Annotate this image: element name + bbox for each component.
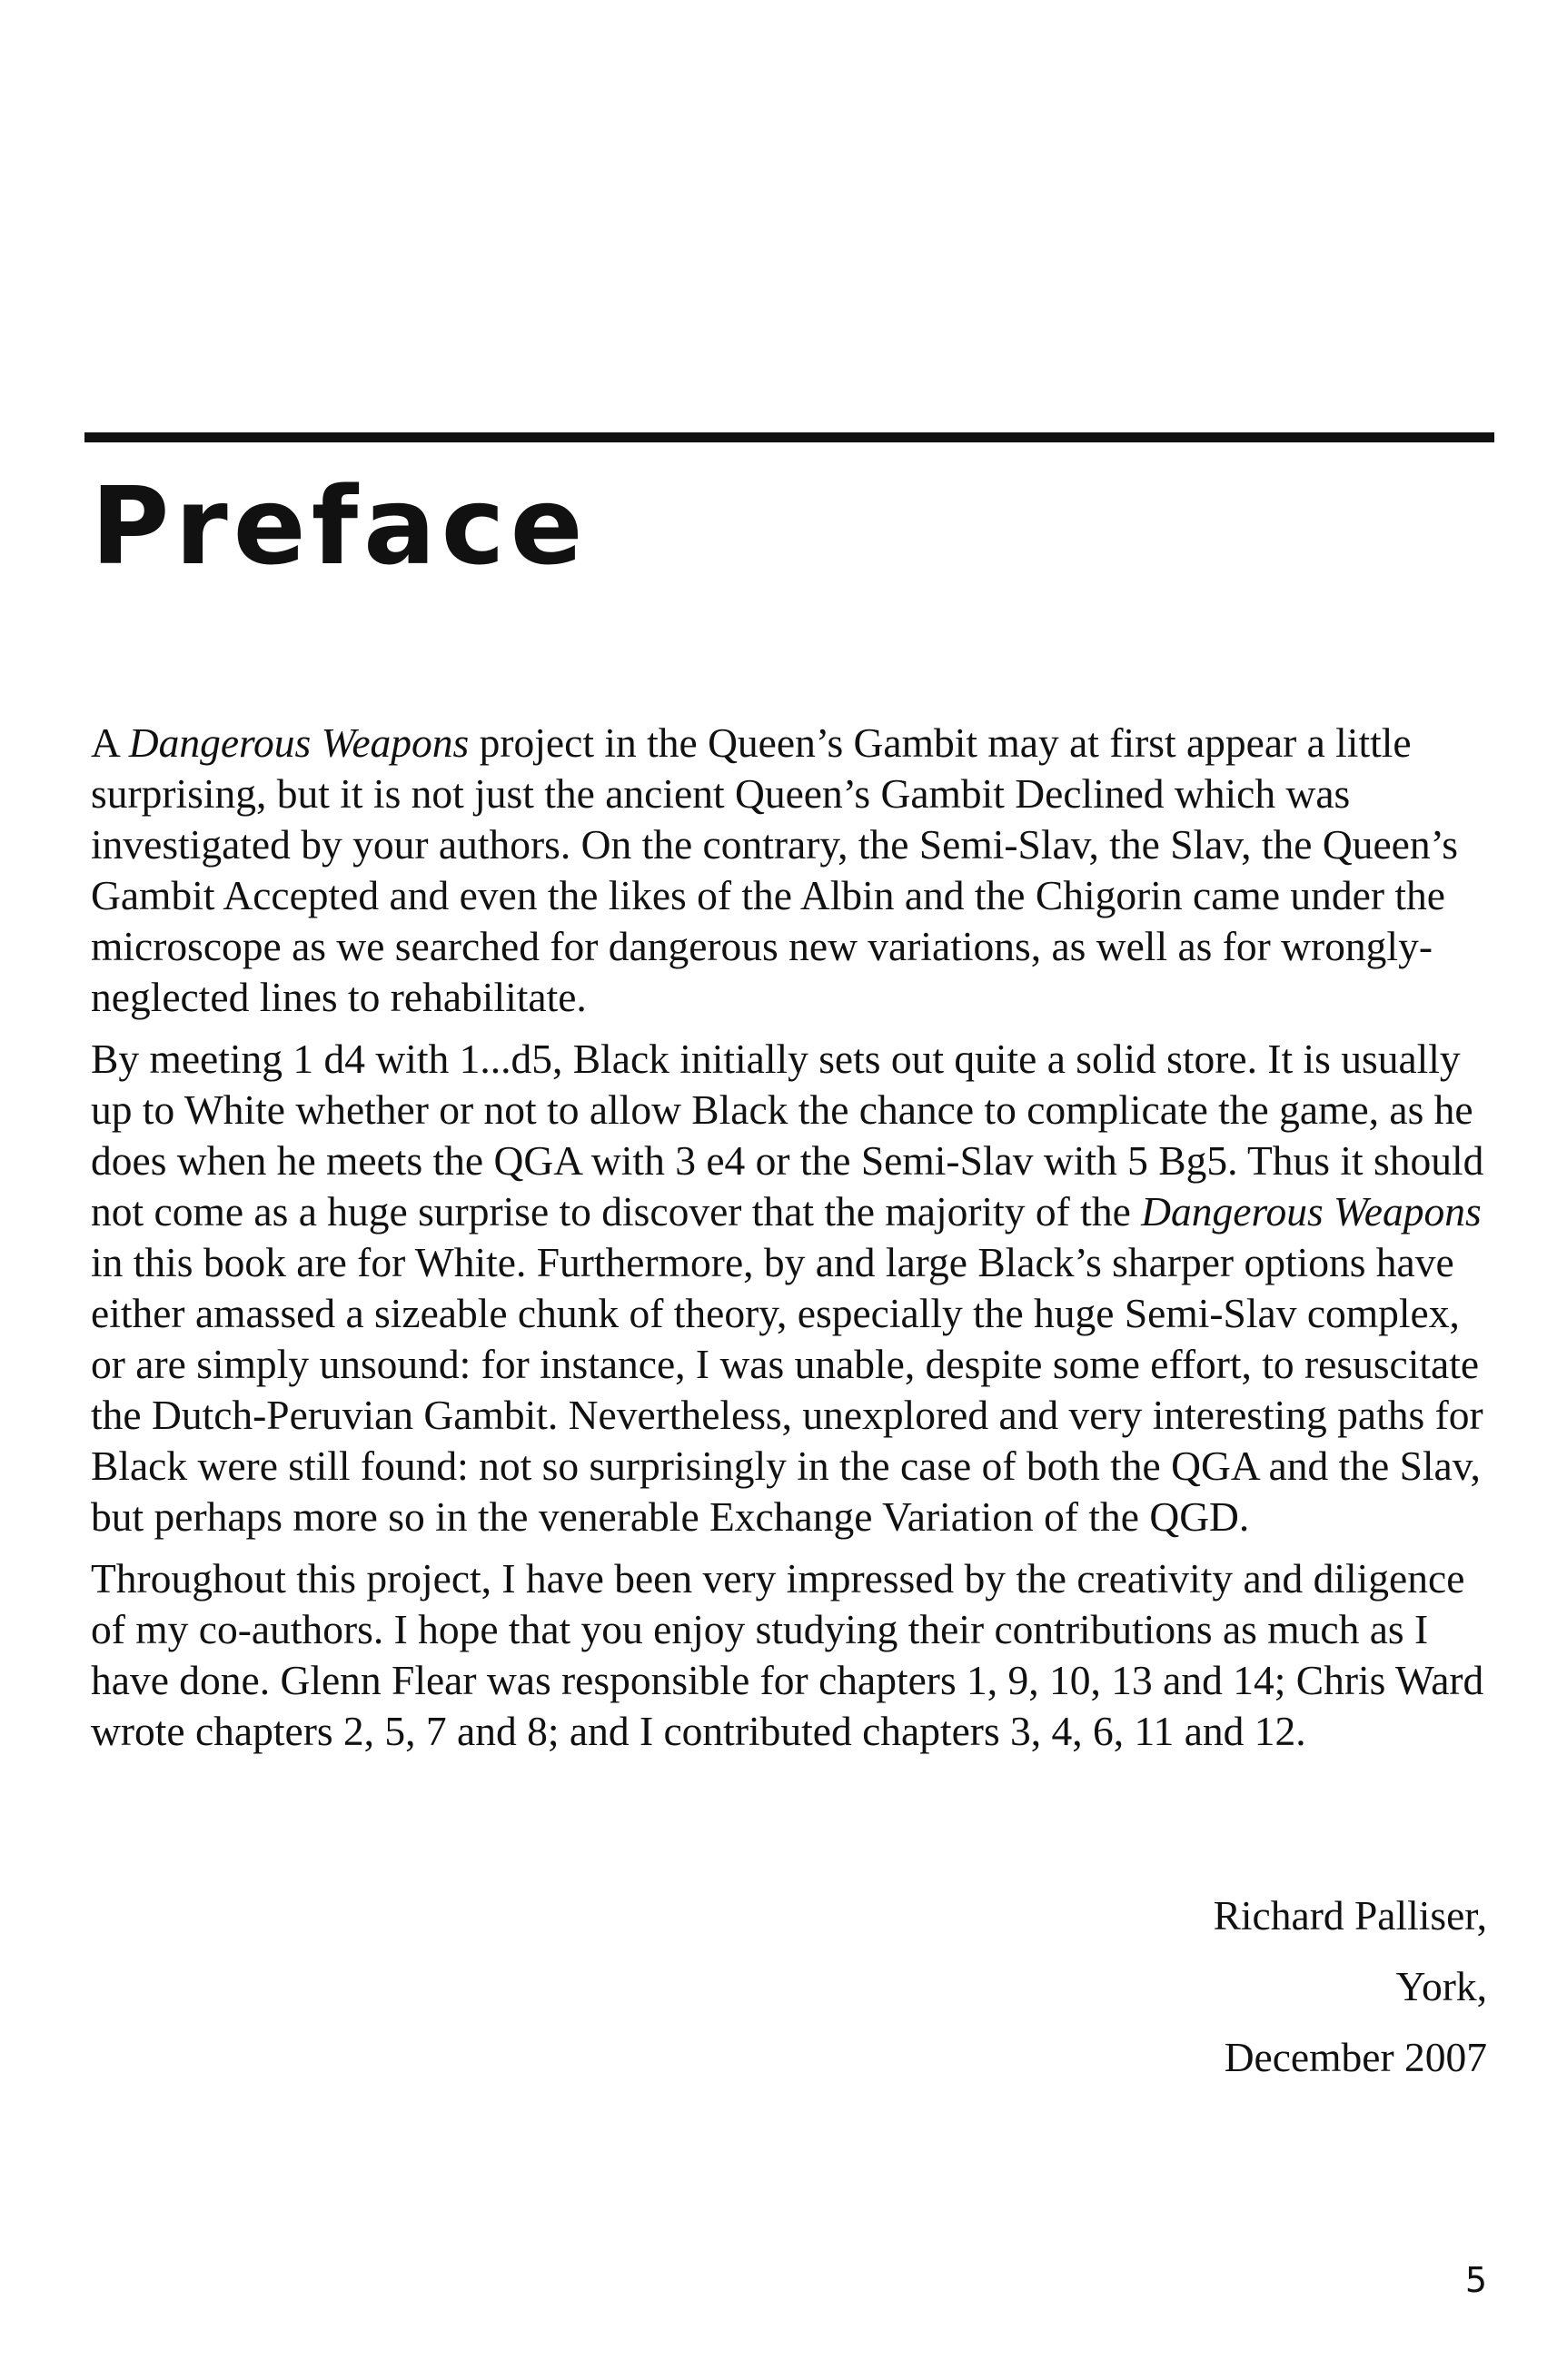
signature-block xyxy=(1214,1880,1487,2093)
paragraph-3: Throughout this project, I have been very impressed by the creativity and diligence of my co-authors. I hope that you enjoy studying their contributions as much as I have done. Glenn Flear was responsible for chapters 1, 9, 10, 13 and 14; Chris Ward wrote chapters 2, 5, 7 and 8; and I contributed chapters 3, 4, 6, 11 and 12. xyxy=(91,1555,1484,1754)
paragraph-2 xyxy=(91,1034,1494,1542)
signature-date: December 2007 xyxy=(1224,2034,1487,2080)
chapter-title: Preface xyxy=(91,463,589,589)
signature-place: York, xyxy=(1395,1963,1487,2009)
signature-name: Richard Palliser, xyxy=(1213,1892,1487,1939)
paragraph-1 xyxy=(91,718,1494,1023)
paragraph-1-rest: project in the Queen’s Gambit may at first appear a little surprising, but it is not just the ancient Queen’s Gambit Declined which was investigated by your authors. On the contrary, the Semi-Slav, the Slav, the Queen’s Gambit Accepted and even the likes of the Albin and the Chigorin came under the microscope as we searched for dangerous new variations, as well as for wrongly-neglected lines to rehabilitate. xyxy=(91,719,1458,1020)
paragraph-2-lead: By meeting 1 d4 with 1...d5, Black initially sets out quite a solid store. It is usually up to White whether or not to allow Black the chance to complicate the game, as he does when he meets the QGA with 3 e4 or the Semi-Slav with 5 Bg5. Thus it should not come as a huge surprise to discover that the majority of the xyxy=(91,1036,1484,1235)
chapter-rule xyxy=(84,432,1494,442)
preface-body xyxy=(91,718,1494,1768)
paragraph-1-lead: A xyxy=(91,719,129,766)
paragraph-2-rest: in this book are for White. Furthermore, by and large Black’s sharper options have either amassed a sizeable chunk of theory, especially the huge Semi-Slav complex, or are simply unsound: for instance, I was unable, despite some effort, to resuscitate the Dutch-Peruvian Gambit. Nevertheless, unexplored and very interesting paths for Black were still found: not so surprisingly in the case of both the QGA and the Slav, but perhaps more so in the venerable Exchange Variation of the QGD. xyxy=(91,1239,1483,1540)
paragraph-2-italic-title: Dangerous Weapons xyxy=(1141,1188,1482,1235)
page-number: 5 xyxy=(1464,2260,1487,2300)
paragraph-1-italic-title: Dangerous Weapons xyxy=(128,719,470,766)
